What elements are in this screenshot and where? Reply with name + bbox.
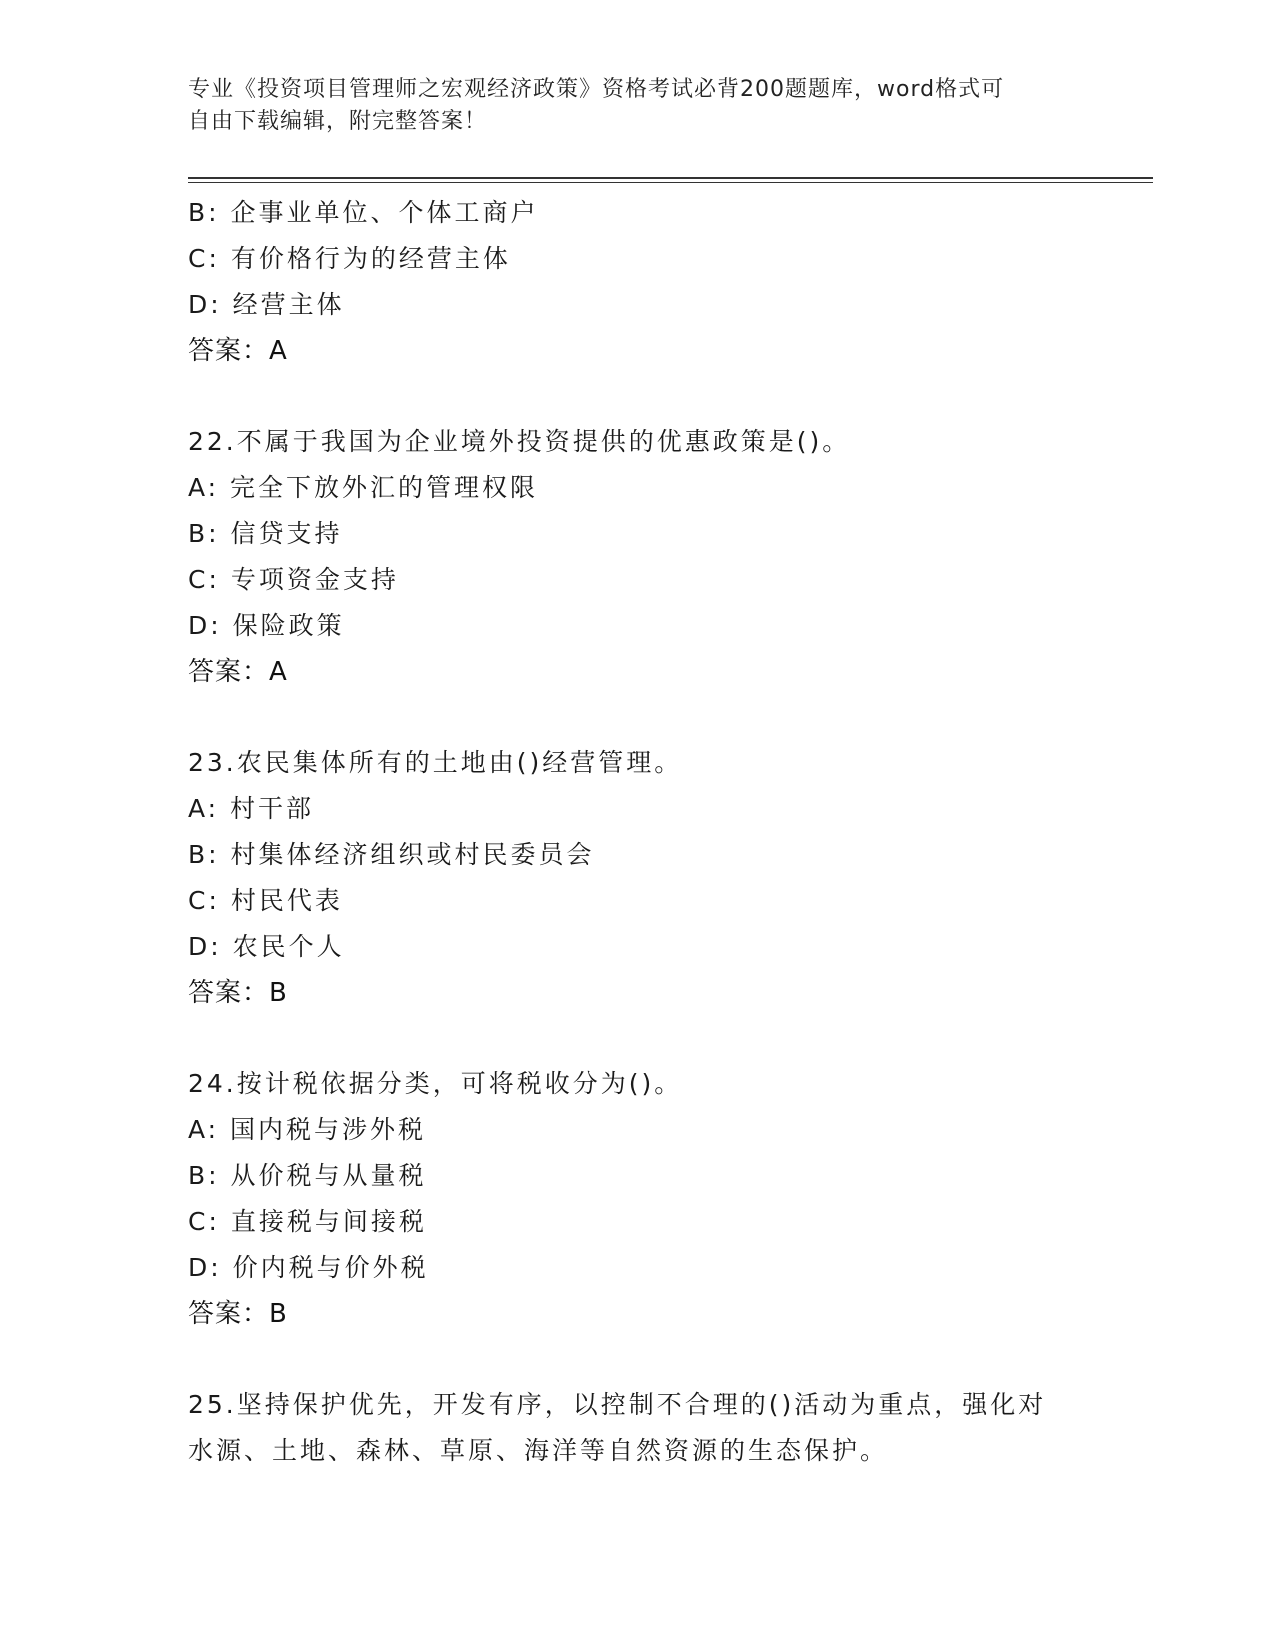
question-text-line-1: 25.坚持保护优先，开发有序，以控制不合理的()活动为重点，强化对 [188,1390,1047,1419]
header-title-line-1: 专业《投资项目管理师之宏观经济政策》资格考试必背200题题库，word格式可 [188,77,1005,102]
question-23 [188,740,1088,1016]
document-header [188,74,1068,138]
question-25 [188,1382,1088,1474]
header-title-line-2: 自由下载编辑，附完整答案！ [188,109,488,134]
option-d: D: 经营主体 [188,290,345,319]
option-d: D: 保险政策 [188,611,345,640]
question-text: 22.不属于我国为企业境外投资提供的优惠政策是()。 [188,427,851,456]
option-b: B: 村集体经济组织或村民委员会 [188,840,595,869]
question-24 [188,1061,1088,1337]
question-list [188,190,1088,1474]
answer-label: 答案：A [188,657,288,687]
option-c: C: 村民代表 [188,886,343,915]
question-text: 24.按计税依据分类，可将税收分为()。 [188,1069,683,1098]
option-b: B: 信贷支持 [188,519,343,548]
option-b: B: 企事业单位、个体工商户 [188,198,539,227]
answer-label: 答案：B [188,978,288,1008]
option-c: C: 有价格行为的经营主体 [188,244,511,273]
header-divider-thick [188,177,1153,179]
option-b: B: 从价税与从量税 [188,1161,427,1190]
question-22 [188,419,1088,695]
question-text: 23.农民集体所有的土地由()经营管理。 [188,748,683,777]
header-divider-thin [188,182,1153,183]
question-21-partial [188,190,1088,374]
option-c: C: 直接税与间接税 [188,1207,427,1236]
option-d: D: 农民个人 [188,932,345,961]
option-d: D: 价内税与价外税 [188,1253,429,1282]
option-a: A: 完全下放外汇的管理权限 [188,473,539,502]
option-a: A: 国内税与涉外税 [188,1115,427,1144]
option-a: A: 村干部 [188,794,315,823]
option-c: C: 专项资金支持 [188,565,399,594]
question-text-line-2: 水源、土地、森林、草原、海洋等自然资源的生态保护。 [188,1436,889,1465]
answer-label: 答案：B [188,1299,288,1329]
answer-label: 答案：A [188,336,288,366]
